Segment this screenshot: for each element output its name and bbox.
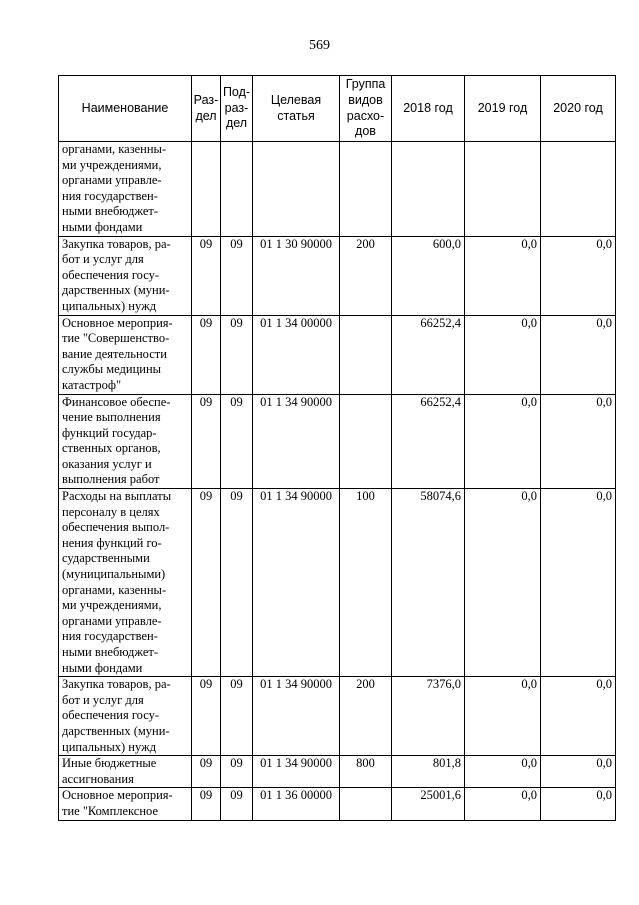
cell-2019: 0,0 [465,489,541,677]
cell-section: 09 [192,788,221,820]
cell-subsection: 09 [221,394,253,489]
cell-section: 09 [192,315,221,394]
cell-2019: 0,0 [465,677,541,756]
table-header-row [59,76,616,142]
cell-section: 09 [192,677,221,756]
cell-target-article: 01 1 34 90000 [253,756,340,788]
cell-2019: 0,0 [465,394,541,489]
cell-2019: 0,0 [465,788,541,820]
table-row [59,142,616,237]
cell-name: Закупка товаров, ра- бот и услуг для обеспечения госу- дарственных (муни- ципальных) нужд [59,677,192,756]
cell-subsection [221,142,253,237]
table-row [59,236,616,315]
cell-2019: 0,0 [465,315,541,394]
header-subsection: Под- раз- дел [221,76,253,142]
cell-2018: 600,0 [392,236,465,315]
cell-2020: 0,0 [541,788,616,820]
cell-name: Иные бюджетные ассигнования [59,756,192,788]
cell-2020: 0,0 [541,677,616,756]
cell-subsection: 09 [221,489,253,677]
cell-target-article: 01 1 34 00000 [253,315,340,394]
table-body [59,142,616,821]
cell-expense-group [340,315,392,394]
cell-name: органами, казенны- ми учреждениями, органами управле- ния государствен- ными внебюджет- ными фондами [59,142,192,237]
header-section: Раз- дел [192,76,221,142]
cell-target-article [253,142,340,237]
header-2019: 2019 год [465,76,541,142]
cell-section: 09 [192,236,221,315]
cell-2018: 801,8 [392,756,465,788]
page-number: 569 [309,38,330,53]
cell-expense-group: 200 [340,677,392,756]
table-row [59,788,616,820]
table-row [59,677,616,756]
cell-2020: 0,0 [541,489,616,677]
header-target-article: Целевая статья [253,76,340,142]
cell-target-article: 01 1 34 90000 [253,677,340,756]
cell-name: Закупка товаров, ра- бот и услуг для обеспечения госу- дарственных (муни- ципальных) нужд [59,236,192,315]
cell-2019: 0,0 [465,236,541,315]
header-expense-group: Группа видов расхо- дов [340,76,392,142]
cell-2018: 66252,4 [392,315,465,394]
cell-expense-group [340,142,392,237]
cell-expense-group: 200 [340,236,392,315]
cell-expense-group [340,788,392,820]
cell-2018: 7376,0 [392,677,465,756]
cell-2020: 0,0 [541,315,616,394]
table-row [59,756,616,788]
cell-target-article: 01 1 34 90000 [253,394,340,489]
cell-section [192,142,221,237]
cell-2018 [392,142,465,237]
cell-section: 09 [192,394,221,489]
cell-target-article: 01 1 36 00000 [253,788,340,820]
cell-2019: 0,0 [465,756,541,788]
cell-2020: 0,0 [541,394,616,489]
cell-expense-group [340,394,392,489]
cell-name: Основное мероприя- тие "Совершенство- вание деятельности службы медицины катастроф" [59,315,192,394]
cell-2018: 25001,6 [392,788,465,820]
cell-name: Финансовое обеспе- чение выполнения функций государ- ственных органов, оказания услуг и выполнения работ [59,394,192,489]
cell-subsection: 09 [221,677,253,756]
cell-2020: 0,0 [541,236,616,315]
table-row [59,394,616,489]
header-name: Наименование [59,76,192,142]
cell-name: Основное мероприя- тие "Комплексное [59,788,192,820]
cell-subsection: 09 [221,236,253,315]
cell-subsection: 09 [221,788,253,820]
table-row [59,489,616,677]
header-2020: 2020 год [541,76,616,142]
cell-target-article: 01 1 34 90000 [253,489,340,677]
cell-target-article: 01 1 30 90000 [253,236,340,315]
cell-section: 09 [192,489,221,677]
cell-2019 [465,142,541,237]
cell-name: Расходы на выплаты персоналу в целях обеспечения выпол- нения функций го- сударственными (муниципальными) органами, казенны- ми учреждениями, органами управле- ния государствен- ными внебюджет- ными фондами [59,489,192,677]
header-2018: 2018 год [392,76,465,142]
cell-2020 [541,142,616,237]
cell-2018: 66252,4 [392,394,465,489]
cell-expense-group: 800 [340,756,392,788]
cell-expense-group: 100 [340,489,392,677]
budget-table [58,75,616,821]
cell-subsection: 09 [221,315,253,394]
cell-section: 09 [192,756,221,788]
cell-subsection: 09 [221,756,253,788]
table-row [59,315,616,394]
cell-2018: 58074,6 [392,489,465,677]
cell-2020: 0,0 [541,756,616,788]
